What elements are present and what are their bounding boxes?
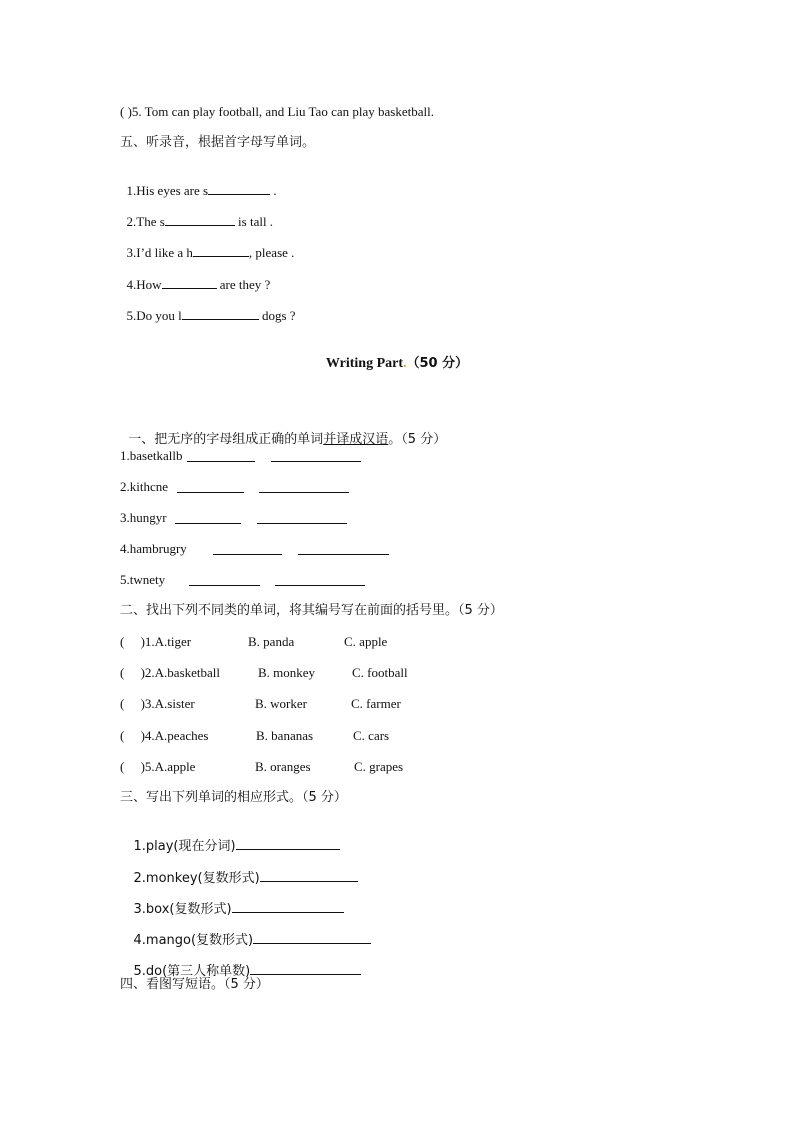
listening-q5: ( )5. Tom can play football, and Liu Tao can play basketball. — [120, 104, 434, 119]
answer-blank[interactable] — [165, 213, 235, 226]
section3-item-3: 3.box(复数形式) — [127, 884, 344, 918]
section1-item-5: 5.twnety — [120, 572, 166, 587]
answer-blank[interactable] — [208, 182, 270, 195]
listening-item-4: 4.How are they ? — [126, 277, 271, 292]
translation-blank[interactable] — [298, 542, 389, 555]
option-b: B. panda — [248, 634, 295, 649]
section1-title: 一、把无序的字母组成正确的单词并译成汉语。（5 分） — [128, 432, 447, 447]
section1-item-1: 1.basetkallb — [120, 448, 183, 463]
section1-item-2: 2.kithcne — [120, 479, 169, 494]
option-c: C. farmer — [351, 696, 401, 711]
section3-item-5: 5.do(第三人称单数) — [127, 946, 361, 980]
answer-blank[interactable] — [253, 931, 371, 944]
section1-item-4: 4.hambrugry — [120, 541, 187, 556]
section3-title: 三、写出下列单词的相应形式。（5 分） — [120, 790, 347, 805]
word-blank[interactable] — [187, 449, 255, 462]
section2-row-2: ( )2.A.basketball — [120, 665, 221, 680]
answer-blank[interactable] — [250, 962, 361, 975]
listening-item-1: 1.His eyes are s . — [126, 183, 277, 198]
writing-part-title: Writing Part.（50 分） — [325, 356, 469, 371]
answer-blank[interactable] — [232, 900, 344, 913]
listening-item-2: 2.The s is tall . — [126, 214, 274, 229]
answer-blank[interactable] — [182, 307, 259, 320]
option-c: C. cars — [353, 728, 390, 743]
translation-blank[interactable] — [259, 480, 349, 493]
word-blank[interactable] — [189, 573, 260, 586]
section2-row-3: ( )3.A.sister — [120, 696, 195, 711]
section2-row-4: ( )4.A.peaches — [120, 728, 209, 743]
section2-row-1: ( )1.A.tiger — [120, 634, 192, 649]
section2-title: 二、找出下列不同类的单词，将其编号写在前面的括号里。（5 分） — [120, 603, 503, 618]
section3-item-1: 1.play(现在分词) — [127, 821, 340, 855]
section5-title: 五、听录音，根据首字母写单词。 — [120, 135, 316, 150]
section1-item-3: 3.hungyr — [120, 510, 167, 525]
option-b: B. bananas — [256, 728, 314, 743]
section4-title: 四、看图写短语。（5 分） — [120, 977, 269, 992]
answer-blank[interactable] — [193, 244, 249, 257]
option-b: B. worker — [255, 696, 307, 711]
answer-blank[interactable] — [162, 276, 217, 289]
option-c: C. grapes — [354, 759, 404, 774]
translation-blank[interactable] — [271, 449, 361, 462]
option-b: B. monkey — [258, 665, 316, 680]
translation-blank[interactable] — [257, 511, 347, 524]
option-c: C. apple — [344, 634, 388, 649]
word-blank[interactable] — [177, 480, 244, 493]
listening-item-3: 3.I’d like a h , please . — [126, 245, 295, 260]
section3-item-4: 4.mango(复数形式) — [127, 915, 371, 949]
word-blank[interactable] — [213, 542, 282, 555]
translation-blank[interactable] — [275, 573, 365, 586]
answer-blank[interactable] — [236, 837, 340, 850]
listening-item-5: 5.Do you l dogs ? — [126, 308, 296, 323]
answer-blank[interactable] — [260, 869, 358, 882]
section3-item-2: 2.monkey(复数形式) — [127, 853, 358, 887]
option-c: C. football — [352, 665, 408, 680]
option-b: B. oranges — [255, 759, 311, 774]
section2-row-5: ( )5.A.apple — [120, 759, 196, 774]
word-blank[interactable] — [175, 511, 241, 524]
